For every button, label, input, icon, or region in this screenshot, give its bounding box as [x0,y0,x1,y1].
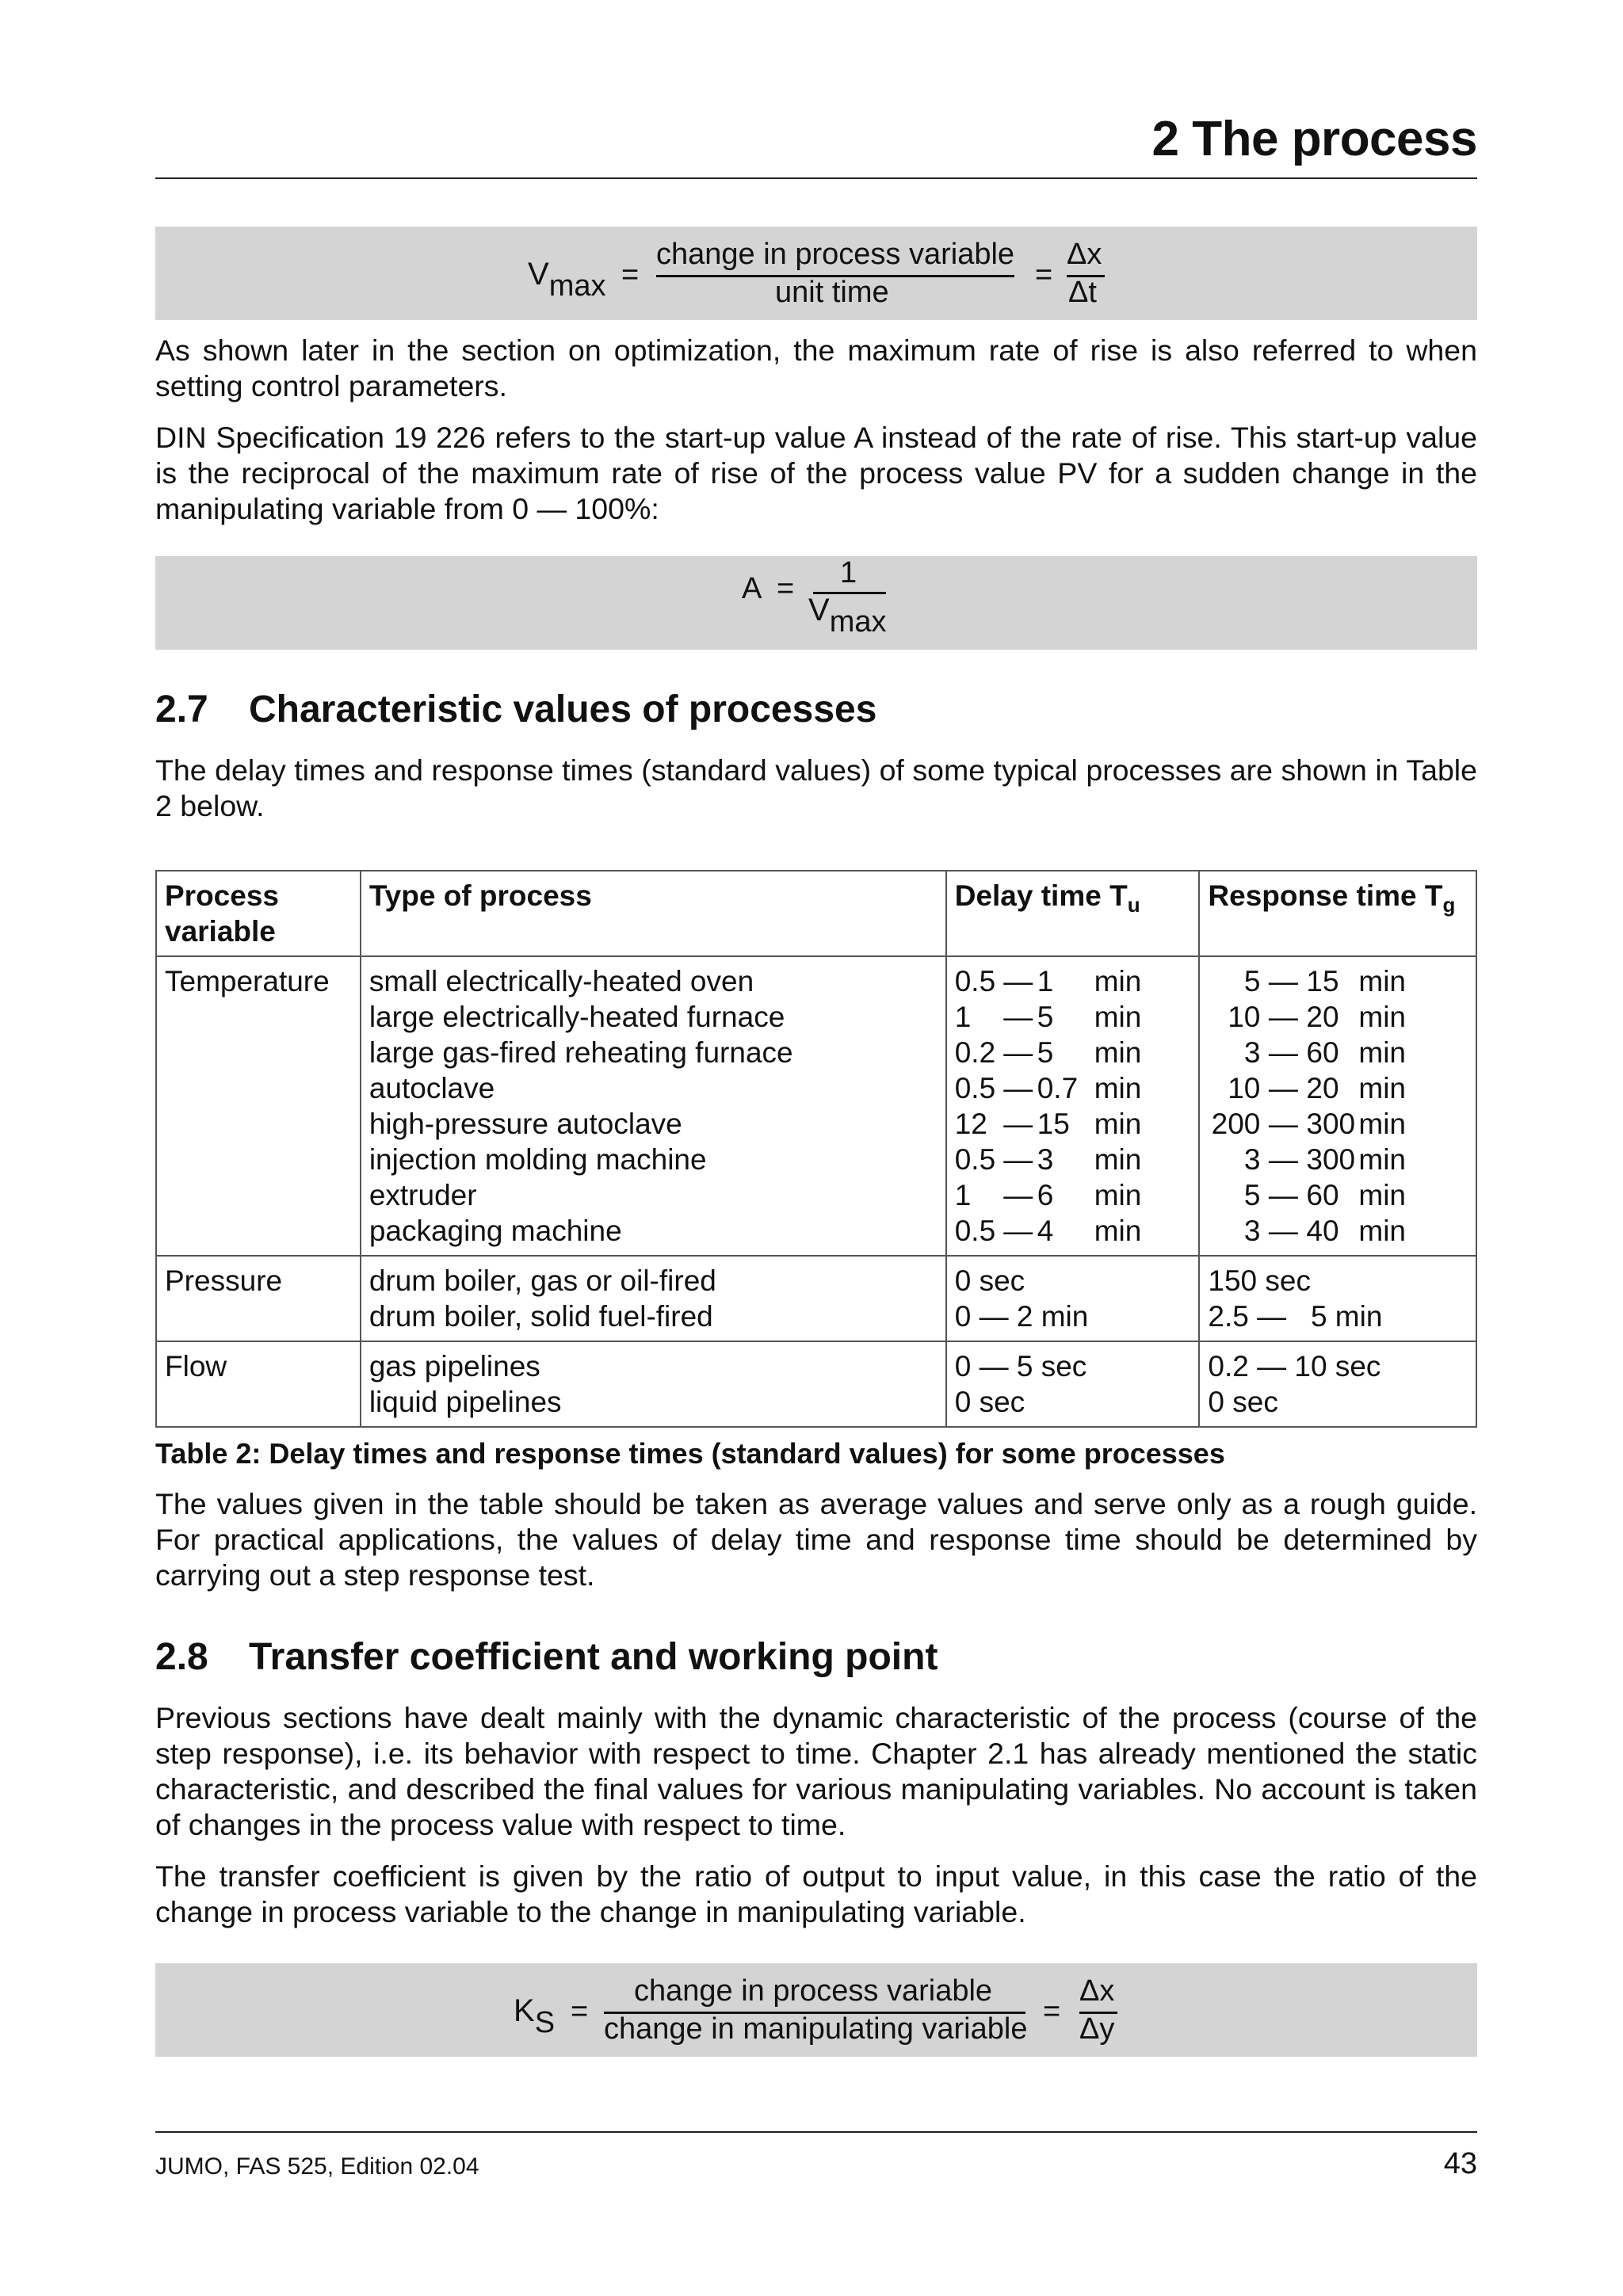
process-type: autoclave [369,1072,495,1104]
header-delay-time: Delay time $T_u$ [946,871,1200,956]
delay_range-dash: — [1003,1179,1033,1211]
ks-denominator: change in manipulating variable [604,2012,1028,2046]
response_range-to: 60 [1306,1179,1339,1211]
a-denominator: Vmax [808,593,887,639]
delay_range-value [955,1177,1191,1213]
delay_range-value [955,1070,1191,1106]
delay_range-unit: min [1094,1215,1142,1247]
variable-flow: Flow [156,1341,361,1427]
response_range-value [1208,1142,1468,1177]
delay_range-unit: min [1094,1179,1142,1211]
response-cell [1199,1256,1476,1341]
delay_range-dash: — [1003,1108,1033,1140]
variable-temperature: Temperature [156,956,361,1256]
page-number: 43 [1443,2147,1477,2180]
delay_range-dash: — [1003,1036,1033,1069]
equals-sign: = [777,572,795,605]
process-values-table [155,870,1477,1428]
a-numerator: 1 [840,556,857,589]
delay_range-value [955,1213,1191,1249]
response_range-to: 60 [1306,1036,1339,1069]
process-type: liquid pipelines [369,1386,562,1418]
paragraph: DIN Specification 19 226 refers to the start-up value A instead of the rate of rise. This start-up value is the reciprocal of the maximum rate of rise of the process value PV for a sudden change in the manipulating variable from 0 — 100%: [155,421,1477,525]
table-caption: Table 2: Delay times and response times (standard values) for some processes [155,1437,1225,1470]
table-row [156,956,1476,1256]
process-type: gas pipelines [369,1350,540,1383]
delay_range-unit: min [1094,965,1142,997]
formula-ks-box [155,1963,1477,2057]
process-type: packaging machine [369,1215,622,1247]
delay-value: 0 — 5 sec [954,1350,1087,1383]
paragraph: The transfer coefficient is given by the ratio of output to input value, in this case the ratio of the change in process variable to the change in manipulating variable. [155,1859,1477,1928]
delay_range-unit: min [1094,1143,1142,1176]
delay_range-value [955,999,1191,1035]
response-cell [1199,1341,1476,1427]
process-type: drum boiler, gas or oil-fired [369,1264,716,1297]
process-type: small electrically-heated oven [369,965,754,997]
delay_range-value [955,1106,1191,1142]
response_range-unit: min [1358,1143,1407,1176]
equals-sign: = [621,258,640,292]
process-type: extruder [369,1179,477,1211]
delay_range-dash: — [1003,965,1033,997]
delay_range-from: 0.2 [954,1036,996,1069]
table-header-row [156,871,1476,956]
response_range-unit: min [1358,1215,1407,1247]
response_range-dash: — [1268,1001,1298,1033]
delay_range-unit: min [1094,1036,1142,1069]
vmax-symbol: Vmax [528,257,606,303]
response_range-dash: — [1268,1143,1298,1176]
response_range-dash: — [1268,1072,1298,1104]
process-type: high-pressure autoclave [369,1108,682,1140]
paragraph: The values given in the table should be taken as average values and serve only as a rough guide. For practical applications, the values of delay time and response time should be determined by carrying out a step response test. [155,1487,1477,1592]
delay-value: 0 sec [954,1264,1025,1297]
formula-a-box [155,556,1477,650]
response_range-from: 3 [1243,1036,1261,1069]
response_range-from: 3 [1243,1215,1261,1247]
delay_range-from: 1 [954,1001,972,1033]
equals-sign: = [1043,1995,1061,2028]
delay_range-dash: — [1003,1215,1033,1247]
response_range-dash: — [1268,1108,1298,1140]
response_range-unit: min [1358,965,1407,997]
table-row [156,1256,1476,1341]
process-type: drum boiler, solid fuel-fired [369,1300,713,1333]
response_range-value [1208,1070,1468,1106]
response_range-unit: min [1358,1108,1407,1140]
response_range-to: 15 [1306,965,1339,997]
footer-text: JUMO, FAS 525, Edition 02.04 [155,2153,479,2180]
response-value: 0 sec [1208,1386,1278,1418]
vmax-numerator: change in process variable [656,238,1015,271]
response_range-from: 3 [1243,1143,1261,1176]
response_range-value [1208,999,1468,1035]
footer-rule [155,2131,1477,2133]
chapter-title: 2 The process [1151,112,1477,166]
types-cell [361,956,946,1256]
types-cell [361,1256,946,1341]
table-row [156,1341,1476,1427]
delay-value: 0 sec [954,1386,1025,1418]
response_range-unit: min [1358,1072,1407,1104]
delay_range-to: 5 [1037,1001,1054,1033]
delay_range-from: 0.5 [954,965,996,997]
response_range-from: 200 [1211,1108,1261,1140]
delay_range-value [955,963,1191,999]
response_range-from: 5 [1243,965,1261,997]
delay_range-from: 0.5 [954,1072,996,1104]
response_range-dash: — [1268,965,1298,997]
delay_range-to: 1 [1037,965,1054,997]
response_range-value [1208,1213,1468,1249]
paragraph: Previous sections have dealt mainly with the dynamic characteristic of the process (course of the step response), i.e. its behavior with respect to time. Chapter 2.1 has already mentioned the static characteristic, and described the final values for various manipulating variables. No account is taken of changes in the process value with respect to time. [155,1701,1477,1841]
response_range-to: 300 [1306,1143,1356,1176]
response_range-value [1208,1106,1468,1142]
response_range-from: 10 [1228,1001,1261,1033]
delta-t: Δt [1068,276,1097,309]
response_range-unit: min [1358,1036,1407,1069]
delta-x: Δx [1079,1974,1115,2008]
delay_range-unit: min [1094,1108,1142,1140]
delay-value: 0 — 2 min [954,1300,1089,1333]
delay_range-dash: — [1003,1143,1033,1176]
variable-pressure: Pressure [156,1256,361,1341]
delay_range-from: 12 [954,1108,987,1140]
response_range-to: 40 [1306,1215,1339,1247]
paragraph: The delay times and response times (standard values) of some typical processes are shown in Table 2 below. [155,753,1477,822]
header-type-of-process: Type of process [361,871,946,956]
formula-vmax-box [155,227,1477,320]
delay_range-to: 3 [1037,1143,1054,1176]
delta-x: Δx [1067,238,1102,271]
delta-y: Δy [1079,2012,1115,2046]
delay-cell [946,1341,1200,1427]
delay_range-to: 6 [1037,1179,1054,1211]
delay_range-value [955,1142,1191,1177]
delay_range-unit: min [1094,1072,1142,1104]
process-type: large gas-fired reheating furnace [369,1036,793,1069]
response-cell [1199,956,1476,1256]
delay_range-from: 0.5 [954,1215,996,1247]
delay_range-to: 0.7 [1037,1072,1079,1104]
process-type: large electrically-heated furnace [369,1001,785,1033]
response_range-unit: min [1358,1179,1407,1211]
a-symbol: A [742,572,762,605]
response_range-value [1208,963,1468,999]
delay_range-dash: — [1003,1001,1033,1033]
header-process-variable: Process variable [156,871,361,956]
delay_range-value [955,1035,1191,1070]
header-response-time: Response time $T_g$ [1199,871,1476,956]
delay_range-from: 1 [954,1179,972,1211]
equals-sign: = [1035,258,1053,292]
delay_range-to: 4 [1037,1215,1054,1247]
section-heading-2-7: 2.7 Characteristic values of processes [155,688,877,730]
types-cell [361,1341,946,1427]
response_range-to: 20 [1306,1072,1339,1104]
response_range-dash: — [1268,1179,1298,1211]
delay_range-to: 15 [1037,1108,1070,1140]
delay-cell [946,956,1200,1256]
response_range-dash: — [1268,1215,1298,1247]
paragraph: As shown later in the section on optimization, the maximum rate of rise is also referred to when setting control parameters. [155,334,1477,402]
response_range-to: 20 [1306,1001,1339,1033]
delay_range-from: 0.5 [954,1143,996,1176]
header-rule [155,177,1477,179]
vmax-denominator: unit time [775,276,889,309]
delay_range-to: 5 [1037,1036,1054,1069]
response_range-dash: — [1268,1036,1298,1069]
delay_range-unit: min [1094,1001,1142,1033]
ks-numerator: change in process variable [634,1974,993,2008]
response_range-unit: min [1358,1001,1407,1033]
response_range-value [1208,1035,1468,1070]
ks-symbol: KS [514,1993,556,2039]
response_range-from: 10 [1228,1072,1261,1104]
response-value: 150 sec [1208,1264,1311,1297]
response_range-from: 5 [1243,1179,1261,1211]
section-heading-2-8: 2.8 Transfer coefficient and working point [155,1636,938,1678]
response_range-to: 300 [1306,1108,1356,1140]
response-value: 0.2 — 10 sec [1208,1350,1381,1383]
response_range-value [1208,1177,1468,1213]
equals-sign: = [571,1995,589,2028]
delay-cell [946,1256,1200,1341]
delay_range-dash: — [1003,1072,1033,1104]
response-value: 2.5 — 5 min [1208,1300,1383,1333]
process-type: injection molding machine [369,1143,707,1176]
